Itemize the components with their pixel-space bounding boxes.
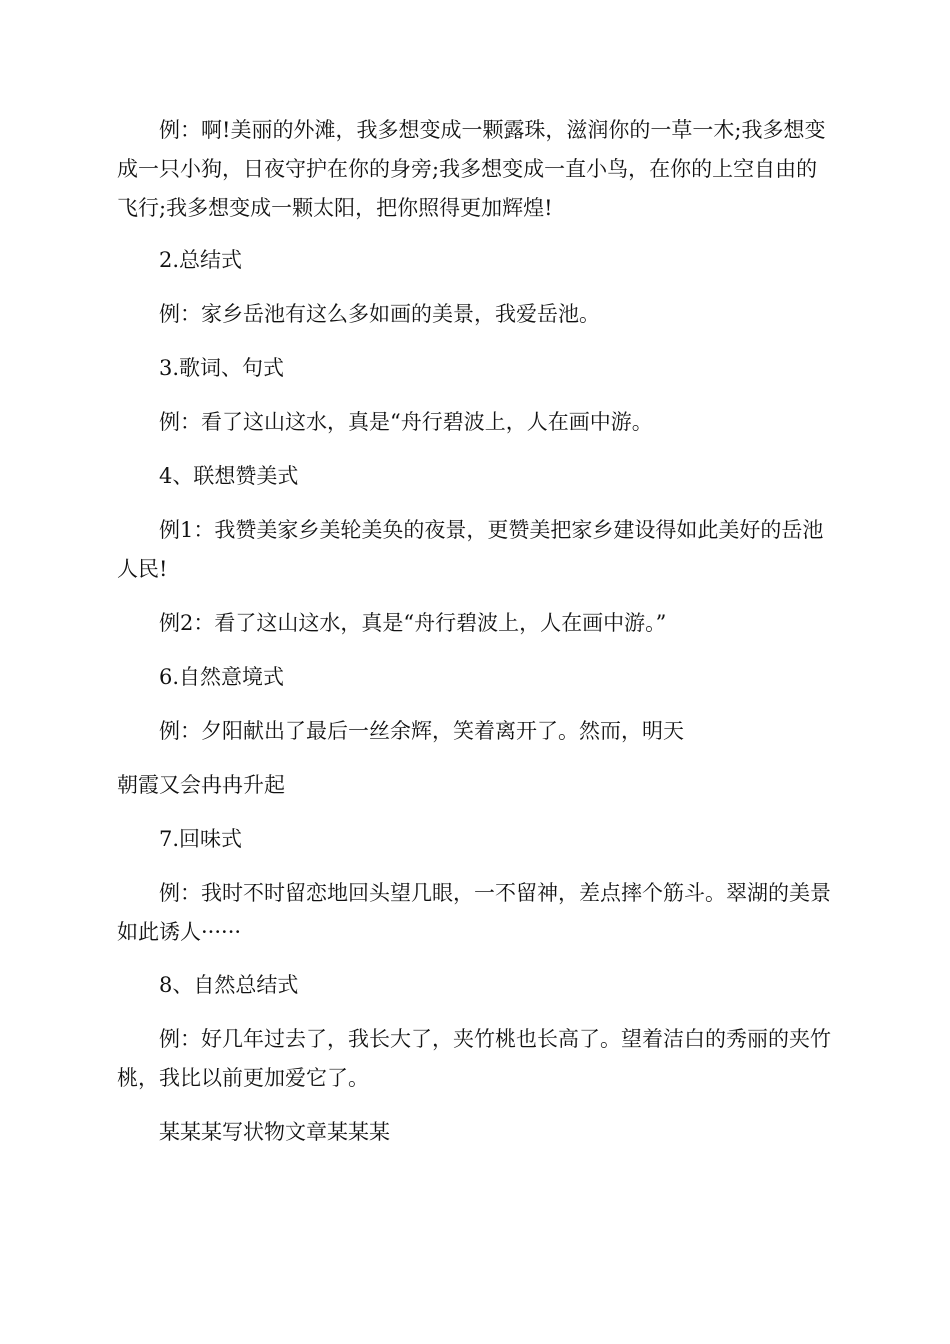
paragraph-closing-title: 某某某写状物文章某某某 bbox=[159, 1120, 390, 1144]
paragraph-example-lyrics: 例：看了这山这水，真是“舟行碧波上，人在画中游。 bbox=[159, 410, 653, 434]
paragraph-example-1: 例1：我赞美家乡美轮美奂的夜景，更赞美把家乡建设得如此美好的岳池人民! bbox=[117, 518, 824, 581]
paragraph-example-cuihu: 例：我时不时留恋地回头望几眼，一不留神，差点摔个筋斗。翠湖的美景如此诱人······ bbox=[117, 881, 831, 944]
heading-natural-mood-style: 6.自然意境式 bbox=[159, 665, 285, 689]
paragraph-continuation-sunrise: 朝霞又会冉冉升起 bbox=[117, 773, 285, 797]
paragraph-example-bund: 例：啊!美丽的外滩，我多想变成一颗露珠，滋润你的一草一木;我多想变成一只小狗，日夜守护在你的身旁;我多想变成一直小鸟，在你的上空自由的飞行;我多想变成一颗太阳，把你照得更加辉煌! bbox=[117, 118, 826, 220]
heading-lyrics-style: 3.歌词、句式 bbox=[159, 356, 285, 380]
paragraph-example-yuechi: 例：家乡岳池有这么多如画的美景，我爱岳池。 bbox=[159, 302, 600, 326]
heading-aftertaste-style: 7.回味式 bbox=[159, 827, 243, 851]
heading-summary-style: 2.总结式 bbox=[159, 248, 243, 272]
heading-natural-summary-style: 8、自然总结式 bbox=[159, 973, 299, 997]
heading-association-style: 4、联想赞美式 bbox=[159, 464, 299, 488]
paragraph-example-2: 例2：看了这山这水，真是“舟行碧波上，人在画中游。” bbox=[159, 611, 667, 635]
paragraph-example-sunset: 例：夕阳献出了最后一丝余辉，笑着离开了。然而，明天 bbox=[159, 719, 684, 743]
paragraph-example-oleander: 例：好几年过去了，我长大了，夹竹桃也长高了。望着洁白的秀丽的夹竹桃，我比以前更加爱它了。 bbox=[117, 1027, 831, 1090]
